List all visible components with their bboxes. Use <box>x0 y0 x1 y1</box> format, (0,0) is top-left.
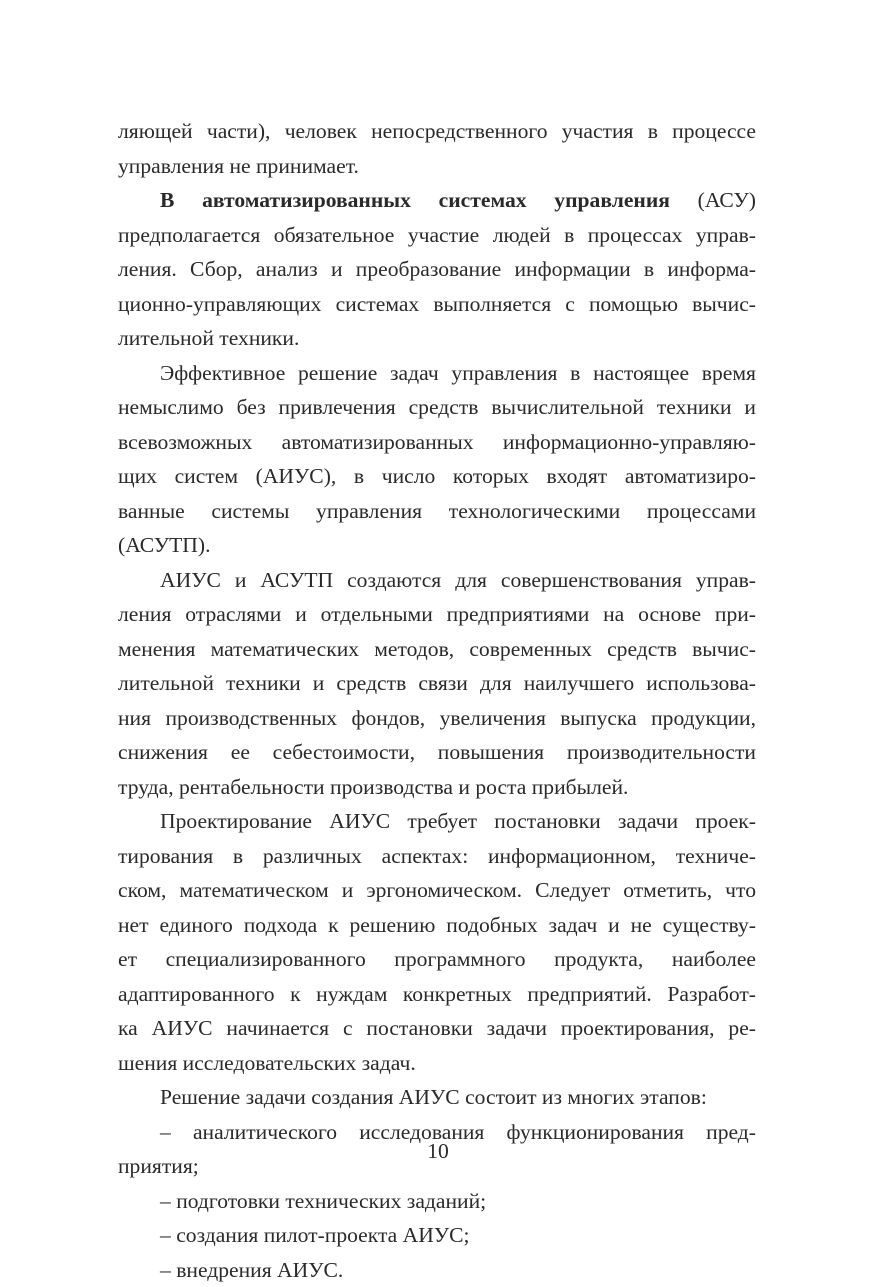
text-line: Решение задачи создания АИУС состоит из многих этапов: <box>118 1080 756 1115</box>
text-line <box>118 183 756 218</box>
text-line: ет специализированного программного продукта, наиболее <box>118 942 756 977</box>
text-line: лительной техники. <box>118 321 756 356</box>
text-line: управления не принимает. <box>118 149 756 184</box>
text-line: нет единого подхода к решению подобных задач и не существу- <box>118 908 756 943</box>
text-line: – аналитического исследования функционирования пред- <box>118 1115 756 1150</box>
paragraph <box>118 183 756 356</box>
page-number: 10 <box>0 1136 876 1166</box>
paragraph <box>118 804 756 1080</box>
list-item <box>118 1253 756 1287</box>
text-line: – подготовки технических заданий; <box>118 1184 756 1219</box>
text-line: ском, математическом и эргономическом. Следует отметить, что <box>118 873 756 908</box>
text-line: ления. Сбор, анализ и преобразование информации в информа- <box>118 252 756 287</box>
text-line: – создания пилот-проекта АИУС; <box>118 1218 756 1253</box>
text-line: ления отраслями и отдельными предприятиями на основе при- <box>118 597 756 632</box>
text-line: предполагается обязательное участие людей в процессах управ- <box>118 218 756 253</box>
text-line: труда, рентабельности производства и роста прибылей. <box>118 770 756 805</box>
text-line: тирования в различных аспектах: информационном, техниче- <box>118 839 756 874</box>
bold-term: В автоматизированных системах управления <box>160 188 670 212</box>
text-line: менения математических методов, современных средств вычис- <box>118 632 756 667</box>
text-line: ционно-управляющих системах выполняется с помощью вычис- <box>118 287 756 322</box>
text-line: – внедрения АИУС. <box>118 1253 756 1287</box>
text-line: ляющей части), человек непосредственного участия в процессе <box>118 114 756 149</box>
text-line: немыслимо без привлечения средств вычислительной техники и <box>118 390 756 425</box>
text-line: щих систем (АИУС), в число которых входят автоматизиро- <box>118 459 756 494</box>
text-fragment: (АСУ) <box>670 188 756 212</box>
text-line: Эффективное решение задач управления в настоящее время <box>118 356 756 391</box>
page-body <box>118 114 756 1287</box>
paragraph <box>118 563 756 805</box>
text-line: лительной техники и средств связи для наилучшего использова- <box>118 666 756 701</box>
text-line: ванные системы управления технологическими процессами <box>118 494 756 529</box>
text-line: адаптированного к нуждам конкретных предприятий. Разработ- <box>118 977 756 1012</box>
list-item <box>118 1218 756 1253</box>
paragraph <box>118 356 756 563</box>
text-line: АИУС и АСУТП создаются для совершенствования управ- <box>118 563 756 598</box>
text-line: приятия; <box>118 1149 756 1184</box>
text-line: Проектирование АИУС требует постановки задачи проек- <box>118 804 756 839</box>
paragraph <box>118 1080 756 1115</box>
text-line: всевозможных автоматизированных информационно-управляю- <box>118 425 756 460</box>
text-line: шения исследовательских задач. <box>118 1046 756 1081</box>
text-line: снижения ее себестоимости, повышения производительности <box>118 735 756 770</box>
text-line: ка АИУС начинается с постановки задачи проектирования, ре- <box>118 1011 756 1046</box>
text-line: (АСУТП). <box>118 528 756 563</box>
list-item <box>118 1184 756 1219</box>
text-line: ния производственных фондов, увеличения выпуска продукции, <box>118 701 756 736</box>
paragraph <box>118 114 756 183</box>
